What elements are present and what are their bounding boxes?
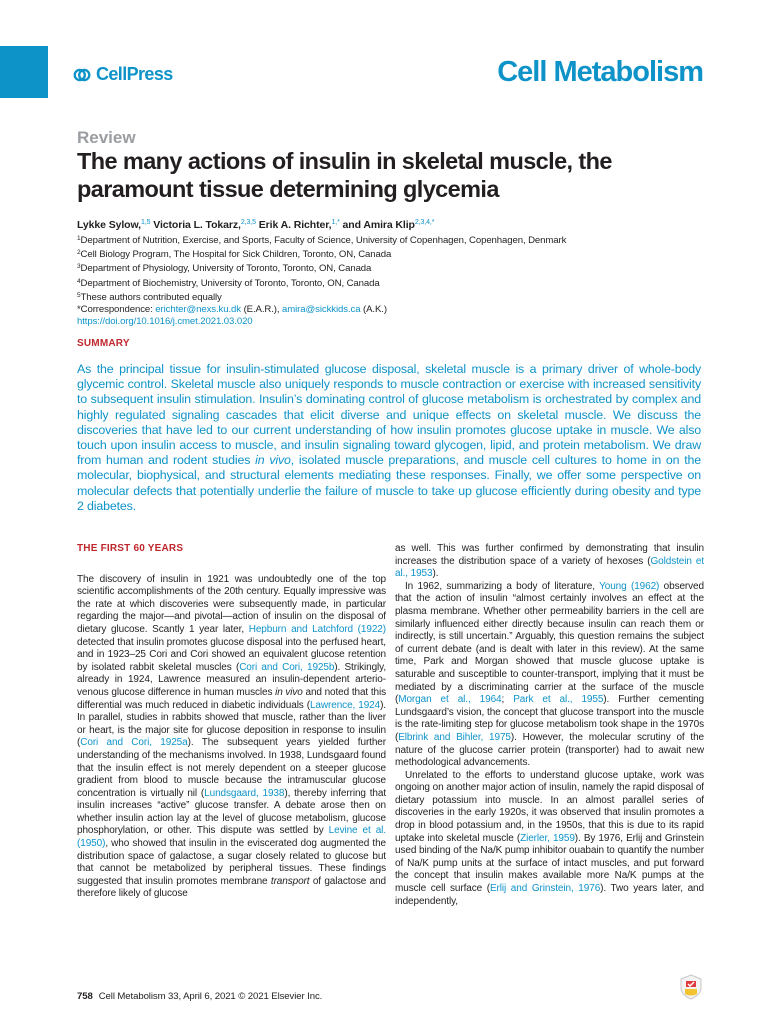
author-affiliation-marker: 1,* bbox=[331, 219, 340, 226]
paragraph-text: ). By 1976, Erlij and Grinstein used binding of the Na/K pump inhibitor ouabain to quantify the number of Na/K pump units at the surface of intact muscles, and put forward the concept that insulin makes available more Na/K pumps at the muscle cell surface ( bbox=[395, 832, 704, 895]
author-name: Victoria L. Tokarz, bbox=[153, 219, 241, 231]
paragraph-text: ). Strikingly, already in 1924, Lawrence measured an insulin-dependent arterio-venous glucose difference in human muscles bbox=[77, 661, 386, 698]
citation-link[interactable]: Cori and Cori, 1925a bbox=[80, 737, 188, 749]
correspondence-who-2: (A.K.) bbox=[360, 304, 387, 316]
paragraph-text: ; bbox=[501, 694, 514, 706]
affiliation-text: Cell Biology Program, The Hospital for Sick Children, Toronto, ON, Canada bbox=[80, 249, 392, 261]
right-column bbox=[395, 543, 704, 908]
email-link-richter[interactable]: erichter@nexs.ku.dk bbox=[155, 304, 241, 316]
correspondence-who-1: (E.A.R.), bbox=[241, 304, 283, 316]
affiliation-text: Department of Biochemistry, University of Toronto, Toronto, ON, Canada bbox=[80, 277, 380, 289]
summary-heading: SUMMARY bbox=[77, 338, 130, 349]
journal-title: Cell Metabolism bbox=[497, 56, 703, 88]
email-link-klip[interactable]: amira@sickkids.ca bbox=[282, 304, 361, 316]
citation-link[interactable]: Goldstein et al., 1953 bbox=[395, 555, 704, 580]
author-name: Lykke Sylow, bbox=[77, 219, 141, 231]
paragraph-text: and noted that this differential was much reduced in diabetic individuals ( bbox=[77, 686, 386, 711]
citation-link[interactable]: Morgan et al., 1964 bbox=[398, 694, 502, 706]
author-affiliation-marker: 1,5 bbox=[140, 219, 151, 226]
citation-link[interactable]: Young (1962) bbox=[599, 580, 660, 592]
doi-link[interactable]: https://doi.org/10.1016/j.cmet.2021.03.020 bbox=[77, 316, 253, 328]
affiliation-line bbox=[77, 261, 717, 275]
affiliation-number: 5 bbox=[77, 291, 81, 299]
affiliation-number: 3 bbox=[77, 263, 81, 271]
correspondence-line bbox=[77, 304, 717, 316]
paragraph-text: , who showed that insulin in the eviscerated dog augmented the distribution space of galactose, a sugar closely related to glucose but that cannot be metabolized by peripheral tissues. These findings suggested that insulin promotes membrane bbox=[77, 838, 386, 887]
affiliation-number: 4 bbox=[77, 277, 81, 285]
publisher-logo[interactable] bbox=[73, 64, 173, 85]
citation-link[interactable]: Lundsgaard, 1938 bbox=[204, 787, 285, 799]
paragraph-text: In 1962, summarizing a body of literature, bbox=[405, 580, 600, 592]
affiliation-number: 1 bbox=[77, 235, 81, 242]
paragraph bbox=[77, 574, 386, 901]
section-heading: THE FIRST 60 YEARS bbox=[77, 543, 184, 554]
paragraph-text: ), thereby inferring that insulin increases “active” glucose transfer. A debate arose then on whether insulin action lay at the level of glucose metabolism, glucose phosphorylation, or other. This dispute was settled by bbox=[77, 787, 387, 837]
author-affiliation-marker: 2,3,4,* bbox=[414, 219, 435, 226]
citation-link[interactable]: Hepburn and Latchford (1922) bbox=[248, 623, 386, 635]
paragraph-text: ). The subsequent years yielded further understanding of the mechanisms involved. In 1938, Lundsgaard found that the insulin effect is not merely dependent on a steeper glucose gradient from blood to muscle because the intramuscular glucose concentration is virtually nil ( bbox=[77, 737, 386, 799]
paragraph-text: as well. This was further confirmed by demonstrating that insulin increases the distribution space of a variety of hexoses ( bbox=[395, 543, 704, 567]
summary-text-italic: in vivo bbox=[255, 453, 291, 468]
cellpress-logo-icon bbox=[73, 66, 91, 84]
affiliation-line bbox=[77, 247, 717, 261]
citation-link[interactable]: Erlij and Grinstein, 1976 bbox=[489, 883, 601, 895]
paragraph-text: observed that the action of insulin “almost certainly involves an effect at the plasma membrane. Whether other permeability barriers in the cell are similarly influenced either directly because insulin can reach them or indirectly, is still uncertain.” Arguably, this question remains the subject of current debate (and is dealt with later in this review). At the same time, Park and Morgan showed that muscle glucose uptake is saturable and susceptible to counter-transport, implying that it must be mediated by a discriminating carrier at the surface of the muscle ( bbox=[395, 580, 704, 706]
summary-text-part-3: , isolated muscle preparations, and muscle cell cultures to home in on the molecular, biophysical, and structural elements mediating these responses. Finally, we offer some perspective on molecular defects that potentially underlie the failure of muscle to take up glucose efficiently during obesity and type 2 diabetes. bbox=[77, 453, 701, 513]
paragraph bbox=[395, 770, 704, 909]
page-number: 758 bbox=[77, 991, 93, 1002]
citation-link[interactable]: Cori and Cori, 1925b bbox=[239, 661, 335, 673]
paragraph bbox=[395, 581, 704, 770]
corner-color-tab bbox=[0, 46, 48, 98]
affiliation-text: These authors contributed equally bbox=[80, 291, 222, 303]
citation-link[interactable]: Levine et al. (1950) bbox=[77, 825, 386, 850]
author-list: Lykke Sylow,$^{1,5}$ Victoria L. Tokarz,$^{2,3,5}$ Erik A. Richter,$^{1,*}$ and Amira Klip$^{2,3,4,*}$ bbox=[77, 219, 435, 231]
paragraph-text: The discovery of insulin in 1921 was undoubtedly one of the top scientific accomplishments of the 20th century. Equally impressive was the rate at which discoveries were subsequently made, in particular regarding the major—and pivotal—action of insulin on the disposal of dietary glucose. Scantly 1 year later, bbox=[77, 573, 386, 635]
affiliation-text: Department of Physiology, University of Toronto, Toronto, ON, Canada bbox=[80, 263, 372, 275]
affiliation-line bbox=[77, 276, 717, 290]
citation-link[interactable]: Zierler, 1959 bbox=[520, 832, 575, 844]
affiliation-line bbox=[77, 290, 717, 304]
author-name: Erik A. Richter, bbox=[258, 219, 332, 231]
left-column bbox=[77, 543, 386, 901]
paragraph-text: detected that insulin promotes glucose disposal into the perfused heart, and in 1923–25 Cori and Cori showed an equivalent glucose retention by isolated rabbit skeletal muscles ( bbox=[77, 636, 386, 673]
affiliation-text: Department of Nutrition, Exercise, and Sports, Faculty of Science, University of Copenhagen, Copenhagen, Denmark bbox=[80, 235, 567, 246]
paragraph-text: ). bbox=[432, 568, 439, 580]
affiliation-line bbox=[77, 233, 717, 247]
check-for-updates-icon[interactable] bbox=[679, 974, 703, 1000]
footer-citation: Cell Metabolism 33, April 6, 2021 © 2021 Elsevier Inc. bbox=[98, 991, 323, 1002]
author-name: Amira Klip bbox=[363, 219, 415, 231]
article-type: Review bbox=[77, 128, 136, 147]
citation-link[interactable]: Elbrink and Bihler, 1975 bbox=[398, 731, 511, 743]
page-footer bbox=[77, 991, 322, 1002]
emphasis-text: transport bbox=[270, 875, 310, 887]
paragraph-continued bbox=[395, 543, 704, 581]
publisher-name: CellPress bbox=[96, 64, 173, 84]
correspondence-label: *Correspondence: bbox=[77, 304, 156, 316]
citation-link[interactable]: Park et al., 1955 bbox=[513, 694, 604, 706]
article-title: The many actions of insulin in skeletal muscle, the paramount tissue determining glycemia bbox=[77, 148, 612, 202]
affiliations bbox=[77, 233, 717, 328]
affiliation-lines bbox=[77, 233, 717, 304]
author-affiliation-marker: 2,3,5 bbox=[240, 219, 256, 226]
citation-link[interactable]: Lawrence, 1924 bbox=[309, 699, 381, 711]
paragraph-text: Unrelated to the efforts to understand glucose uptake, work was ongoing on another major action of insulin, namely the rapid disposal of dietary potassium into muscle. In an almost parallel series of discoveries in the early 1920s, it was observed that insulin promotes a drop in blood potassium and, in the 1950s, that this is due to its rapid uptake into skeletal muscle ( bbox=[395, 769, 704, 844]
affiliation-number: 2 bbox=[77, 249, 81, 257]
summary-text-part-1: As the principal tissue for insulin-stimulated glucose disposal, skeletal muscle is a primary driver of whole-body glycemic control. Skeletal muscle also uniquely responds to muscle contraction or exercise with increased sensitivity to subsequent insulin stimulation. Insulin’s dominating control of glucose metabolism is orchestrated by complex and highly regulated signaling cascades that elicit diverse and unique effects on skeletal muscle. We discuss the discoveries that have led to our current understanding of how insulin promotes glucose uptake in muscle. We also touch upon insulin access to muscle, and insulin signaling toward glycogen, lipid, and protein metabolism. We draw from human and rodent studies bbox=[77, 362, 701, 468]
paragraph-text: ). Further cementing Lundsgaard’s vision, the concept that glucose transport into the muscle is the rate-limiting step for glucose metabolism took shape in the 1970s ( bbox=[395, 694, 704, 743]
summary-abstract bbox=[77, 362, 701, 514]
paragraph-text: ). Two years later, and independently, bbox=[395, 883, 704, 907]
paragraph-text: ). However, the molecular scrutiny of the nature of the glucose carrier protein (transporter) had to await new methodological advancements. bbox=[395, 731, 704, 769]
paragraph-text: ). In parallel, studies in rabbits showed that muscle, rather than the liver or heart, is the major site for glucose deposition in response to insulin ( bbox=[77, 699, 386, 749]
paragraph-text: of galactose and therefore likely of glucose bbox=[77, 875, 386, 900]
emphasis-text: in vivo bbox=[275, 686, 303, 698]
